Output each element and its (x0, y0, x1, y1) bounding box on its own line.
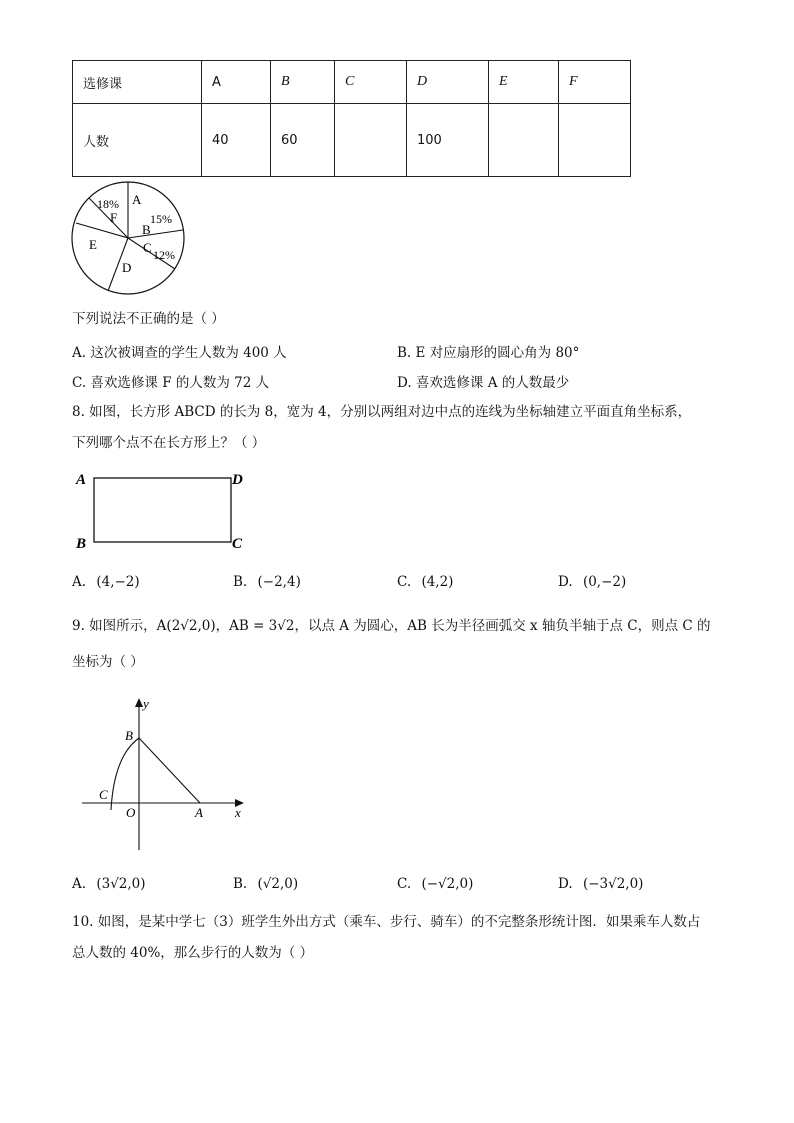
q7-option-b: B. E 对应扇形的圆心角为 80° (397, 345, 580, 361)
course-table (72, 60, 631, 177)
pie-pct-b: 15% (150, 212, 172, 226)
table-cell: E (489, 61, 559, 104)
q8-option-b: (−2,4) (257, 574, 301, 590)
coordinate-figure (78, 692, 253, 852)
q8-option-a: (4,−2) (96, 574, 140, 590)
table-header-row (73, 61, 631, 104)
pie-pct-c: 12% (153, 248, 175, 262)
pie-label-b: B (142, 222, 151, 237)
pie-label-a: A (132, 192, 142, 207)
table-cell: B (271, 61, 335, 104)
q8-stem-line2: 下列哪个点不在长方形上？（ ） (72, 435, 266, 451)
table-cell: A (202, 61, 271, 104)
table-cell: 40 (202, 104, 271, 177)
q8-option-c: (4,2) (421, 574, 454, 590)
table-cell: C (335, 61, 407, 104)
rect-label-d: D (232, 472, 243, 488)
rect-label-c: C (232, 536, 243, 552)
q7-stem: 下列说法不正确的是（ ） (72, 311, 225, 327)
pie-pct-f: 18% (97, 197, 119, 211)
q9-option-d: (−3√2,0) (582, 876, 644, 892)
table-cell (559, 104, 631, 177)
y-axis-arrow (135, 698, 143, 707)
pie-label-f: F (110, 210, 118, 225)
q9-option-b-label: B. (233, 876, 248, 892)
q7-option-c: C. 喜欢选修课 F 的人数为 72 人 (72, 375, 270, 391)
rectangle-figure (72, 466, 262, 558)
q10-stem-line2: 总人数的 40%，那么步行的人数为（ ） (72, 945, 314, 961)
q8-stem-line1: 8. 如图，长方形 ABCD 的长为 8，宽为 4，分别以两组对边中点的连线为坐标轴建立平面直角坐标系， (72, 404, 692, 420)
table-cell (489, 104, 559, 177)
table-cell: 选修课 (73, 61, 202, 104)
q7-option-d: D. 喜欢选修课 A 的人数最少 (397, 375, 570, 391)
q8-option-c-label: C. (397, 574, 412, 590)
label-o: O (126, 805, 136, 820)
rectangle-abcd (94, 478, 231, 542)
q10-stem-line1: 10. 如图，是某中学七（3）班学生外出方式（乘车、步行、骑车）的不完整条形统计图．如果乘车人数占 (72, 914, 701, 930)
label-a: A (195, 805, 203, 820)
table-cell: 人数 (73, 104, 202, 177)
pie-radius (128, 230, 183, 238)
pie-label-e: E (89, 237, 97, 252)
rect-label-a: A (76, 472, 87, 488)
label-x: x (235, 805, 241, 820)
q8-option-d: (0,−2) (582, 574, 627, 590)
q8-option-b-label: B. (233, 574, 248, 590)
table-cell (335, 104, 407, 177)
q8-option-d-label: D. (558, 574, 573, 590)
table-cell: 100 (407, 104, 489, 177)
label-y: y (143, 696, 149, 711)
arc-bc (111, 738, 139, 810)
q9-option-c-label: C. (397, 876, 412, 892)
label-b: B (125, 728, 133, 743)
table-cell: 60 (271, 104, 335, 177)
q9-option-b: (√2,0) (257, 876, 299, 892)
label-c: C (99, 787, 108, 802)
pie-label-c: C (143, 240, 152, 255)
q8-option-a-label: A. (72, 574, 87, 590)
table-cell: F (559, 61, 631, 104)
table-cell: D (407, 61, 489, 104)
q9-option-a-label: A. (72, 876, 87, 892)
segment-ab (139, 738, 200, 803)
table-data-row (73, 104, 631, 177)
q9-stem-line2: 坐标为（ ） (72, 654, 144, 670)
q9-option-a: (3√2,0) (96, 876, 146, 892)
rect-label-b: B (76, 536, 87, 552)
q9-option-c: (−√2,0) (421, 876, 474, 892)
q9-stem-line1: 9. 如图所示，A(2√2,0)，AB = 3√2，以点 A 为圆心，AB 长为半径画弧交 x 轴负半轴于点 C，则点 C 的 (72, 618, 711, 634)
pie-chart-figure (70, 176, 190, 300)
q7-option-a: A. 这次被调查的学生人数为 400 人 (72, 345, 287, 361)
q9-option-d-label: D. (558, 876, 573, 892)
pie-label-d: D (122, 260, 132, 275)
